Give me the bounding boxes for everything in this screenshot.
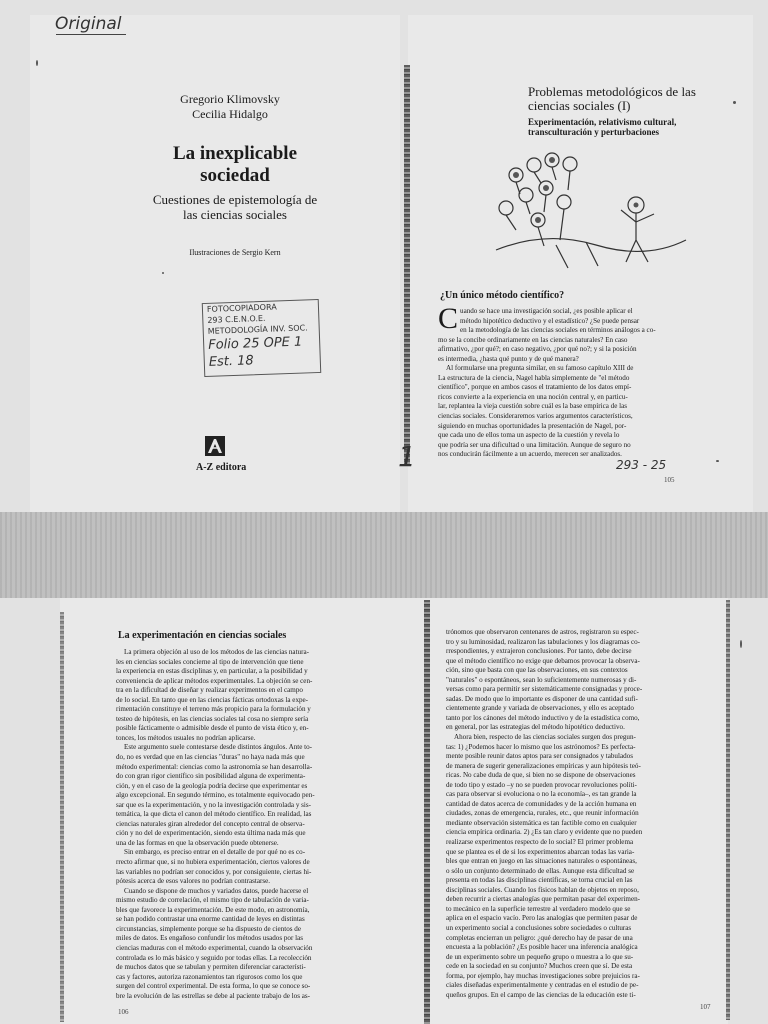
chapter-subtitle: Experimentación, relativismo cultural, transculturación y perturbaciones xyxy=(528,117,677,137)
text-line: de todo tipo y estado –y no se pueden provocar revoluciones políti- xyxy=(446,780,637,789)
text-line: en la metodología de las ciencias sociales en términos análogos a co- xyxy=(460,326,656,335)
section-heading-experimentacion: La experimentación en ciencias sociales xyxy=(118,630,287,641)
illustrations-credit: Ilustraciones de Sergio Kern xyxy=(189,248,281,257)
text-line: pótesis acerca de esos valores no podrían contrastarse. xyxy=(116,877,271,886)
text-line: bles que favorece la experimentación. De este modo, en astronomía, xyxy=(116,905,310,914)
text-line: forma, por ejemplo, hay muchas investigaciones sobre prejuicios ra- xyxy=(446,971,640,980)
section-heading-metodo: ¿Un único método científico? xyxy=(440,290,565,301)
handwritten-original-label: Original xyxy=(55,14,122,34)
scan-speck xyxy=(36,60,38,66)
text-line: que podría ser una dificultad o una limitación. Aunque de seguro no xyxy=(438,440,631,449)
text-line: o sólo un conjunto determinado de ellas. Aunque esta dificultad se xyxy=(446,866,635,875)
text-line: La primera objeción al uso de los métodos de las ciencias natura- xyxy=(124,648,309,656)
scan-speck xyxy=(733,101,736,104)
text-line: Sin embargo, es preciso entrar en el detalle de por qué no es co- xyxy=(124,848,306,857)
text-line: versas como para permitir ser sistemáticamente consignadas y proce- xyxy=(446,685,643,694)
text-line: les en ciencias sociales concierne al tipo de intervención que tiene xyxy=(116,657,304,666)
text-line: miles de datos. Es engañoso confundir los métodos usados por las xyxy=(116,934,303,943)
text-line: do con gran rigor científico sin posibilidad alguna de experimenta- xyxy=(116,772,306,781)
text-line: ricas. No cabe duda de que, si bien no se dispone de observaciones xyxy=(446,771,636,780)
text-line: afirmativo, ¿por qué?; en caso negativo, ¿por qué no?; y si la posición xyxy=(438,345,637,354)
book-subtitle: Cuestiones de epistemología de las ciencias sociales xyxy=(152,192,318,222)
text-line: Al formularse una pregunta similar, en su famoso capítulo XIII de xyxy=(446,364,634,373)
top-spine xyxy=(404,65,410,465)
text-line: cas y factores, autoriza razonamientos tan rigurosos como los que xyxy=(116,972,303,981)
text-line: nos conducirán fácilmente a un acuerdo, merecen ser analizados. xyxy=(438,450,622,459)
text-line: las variables no podrían ser conocidos y, por consiguiente, ciertas hi- xyxy=(116,867,312,876)
book-title: La inexplicable sociedad xyxy=(172,143,298,186)
text-line: do, no es verdad que en las ciencias "duras" no haya nada más que xyxy=(116,753,305,762)
scan-speck xyxy=(740,640,742,648)
text-line: rimentación constituye el terreno más propicio para la formulación y xyxy=(116,705,311,714)
text-line: de muchos datos que se tabulan y permiten diferenciar característi- xyxy=(116,963,306,972)
text-line: aplica en el espacio vacío. Pero las analogías que permiten pasar de xyxy=(446,914,638,923)
text-line: tas: 1) ¿Podemos hacer lo mismo que los astrónomos? Es perfecta- xyxy=(446,742,636,751)
text-line: ricos convierte a la experiencia en una noción central y, en particu- xyxy=(438,392,628,401)
left-page-body xyxy=(116,648,416,1001)
authors xyxy=(160,92,300,122)
bottom-left-edge xyxy=(60,612,64,1022)
text-line: to mecánico en la superficie terrestre al verdadero modelo que se xyxy=(446,904,631,913)
text-line: surgen del control experimental. De esta forma, lo que se conoce so- xyxy=(116,982,311,991)
author-name: Gregorio Klimovsky xyxy=(180,92,280,106)
dropcap: C xyxy=(438,307,459,335)
stamp-line: 293 C.E.N.O.E. xyxy=(207,313,266,325)
text-line: "naturales" o espontáneos, sean lo suficientemente numerosas y di- xyxy=(446,675,637,684)
text-line: completas encierran un peligro: ¿qué derecho hay de pasar de una xyxy=(446,933,633,942)
text-line: ción, sino que basta con que las observaciones, en sus contextos xyxy=(446,666,628,675)
text-line: cas para observar si evoluciona o no la economía–, es tan grande la xyxy=(446,790,637,799)
text-line: ciencias naturales giran alrededor del concepto central de observa- xyxy=(116,819,305,828)
text-line: mo se la concibe ordinariamente en las ciencias naturales? En caso xyxy=(438,335,628,344)
text-line: lar, replantea la vieja cuestión sobre cuál es la base empírica de las xyxy=(438,402,627,411)
text-line: rrecto afirmar que, si no hubiera experimentación, ciertos valores de xyxy=(116,858,310,867)
text-line: disciplinas sociales. Cuando los físicos hablan de objetos en reposo, xyxy=(446,885,639,894)
text-line: ciencias maduras con el método experimental, cuando la observación xyxy=(116,943,313,952)
text-line: de lo social. En tanto que en las ciencias fácticas ortodoxas la expe- xyxy=(116,695,309,704)
text-line: método experimental: ciencias como la astronomía se han desarrolla- xyxy=(116,762,313,771)
chapter-illustration xyxy=(486,150,696,270)
text-line: realizarse experimentos respecto de lo social? El primer problema xyxy=(446,838,634,847)
text-line: cantidad de datos acerca de comunidades y de la acción humana en xyxy=(446,799,637,808)
text-line: de manera de sugerir generalizaciones empíricas y aun hipótesis teó- xyxy=(446,761,641,770)
text-line: queños grupos. En el campo de las ciencias de la educación este ti- xyxy=(446,990,636,999)
text-line: conveniencia de aplicar métodos experimentales. La objeción se cen- xyxy=(116,676,313,685)
bottom-right-edge xyxy=(726,600,730,1020)
scan-speck xyxy=(716,460,719,462)
text-line: sar que es la experimentación, y no la investigación controlada y sis- xyxy=(116,800,312,809)
text-line: circunstancias, simplemente porque se ha dispuesto de cientos de xyxy=(116,924,301,933)
handwritten-stamp-number: 293 - 25 xyxy=(616,458,667,472)
text-line: Ahora bien, respecto de las ciencias sociales surgen dos pregun- xyxy=(454,733,636,742)
text-line: encuesta a la población? ¿Es posible hacer una inferencia analógica xyxy=(446,943,638,952)
text-line: mediante observación sistemática es tan factible como en cualquier xyxy=(446,818,637,827)
text-line: una de las formas en que la observación puede obtenerse. xyxy=(116,838,279,847)
stamp-line: Est. 18 xyxy=(208,353,254,370)
text-line: posible fácticamente o admisible desde el punto de vista ético y, en- xyxy=(116,724,309,733)
text-line: tanto por los cánones del método inductivo y de la estadística como, xyxy=(446,713,640,722)
text-line: La estructura de la ciencia, Nagel habla simplemente de "el método xyxy=(438,373,630,382)
text-line: ción y no del de experimentación, siendo esta última nada más que xyxy=(116,829,306,838)
text-line: tonces, los métodos usuales no podrían aplicarse. xyxy=(116,733,256,742)
right-page-body xyxy=(446,628,714,1000)
text-line: bles que entran en juego en las situaciones naturales o espontáneas, xyxy=(446,857,637,866)
text-line: tro y su luminosidad, realizaron las tabulaciones y los diagramas co- xyxy=(446,637,641,646)
text-line: método hipotético deductivo y el estadístico? ¿Se puede pensar xyxy=(460,316,640,325)
scan-gap-band xyxy=(0,512,768,598)
text-line: científico", porque en ambos casos el tratamiento de los datos empí- xyxy=(438,383,632,392)
text-line: de un experimento sobre un pequeño grupo o muestra a lo que su- xyxy=(446,952,634,961)
page-number-107: 107 xyxy=(700,1003,711,1011)
text-line: mismo estudio de correlación, el mismo tipo de tabulación de varia- xyxy=(116,896,309,905)
text-line: tra en la dificultad de diseñar y realizar experimentos en el campo xyxy=(116,686,303,695)
text-line: controlada es lo más básico y seguido por todas ellas. La recolección xyxy=(116,953,312,962)
text-line: ciencia empírica ordinaria. 2) ¿Es tan claro y evidente que no pueden xyxy=(446,828,643,837)
text-line: cientemente grande y variada de observaciones, y ello es aceptado xyxy=(446,704,634,713)
page-number-105: 105 xyxy=(664,476,675,484)
scan-speck xyxy=(162,272,164,274)
publisher-logo-icon xyxy=(205,436,225,456)
photocopy-stamp xyxy=(202,299,322,377)
stamp-line: Folio 25 OPE 1 xyxy=(207,334,303,353)
text-line: cede en la sociedad en su conjunto? Muchos creen que sí. De esta xyxy=(446,962,633,971)
text-line: Cuando se dispone de muchos y variados datos, puede hacerse el xyxy=(124,886,309,895)
handwritten-underline xyxy=(56,34,126,35)
chapter-paragraph xyxy=(438,307,690,460)
text-line: bre la evolución de las estrellas se debe al paciente trabajo de los as- xyxy=(116,991,311,1000)
text-line: que cada uno de ellos toma un aspecto de la cuestión y revela lo xyxy=(438,431,620,440)
text-line: mente posible reunir datos aptos para ser consignados y tabulados xyxy=(446,752,633,761)
text-line: la experiencia en estas disciplinas y, en particular, a la posibilidad y xyxy=(116,667,308,676)
text-line: es intermedia, ¿hasta qué punto y de qué manera? xyxy=(438,354,579,363)
text-line: ciencias sociales. Consideraremos varios argumentos característicos, xyxy=(438,412,633,421)
publisher-name: A-Z editora xyxy=(196,462,247,473)
text-line: ción, y en el caso de la geología podría decirse que experimentar es xyxy=(116,781,308,790)
text-line: un experimento social a conclusiones sobre sociedades o culturas xyxy=(446,923,632,932)
stamp-line: FOTOCOPIADORA xyxy=(206,302,277,314)
text-line: sadas. De modo que lo importante es disponer de una cantidad sufi- xyxy=(446,694,638,703)
bottom-spine xyxy=(424,600,430,1024)
page-number-106: 106 xyxy=(118,1008,129,1016)
text-line: deben recurrir a ciertas analogías que permitan pasar del experimen- xyxy=(446,895,640,904)
text-line: que se plantea es el de si los experimentos abarcan todas las varia- xyxy=(446,847,635,856)
text-line: siguiendo en muchas oportunidades la presentación de Nagel, por- xyxy=(438,421,627,430)
text-line: Este argumento suele contestarse desde distintos ángulos. Ante to- xyxy=(124,743,313,752)
text-line: ciudades, zonas de emergencia, rurales, etc., que reunir información xyxy=(446,809,639,818)
author-name: Cecilia Hidalgo xyxy=(192,107,268,121)
chapter-title: Problemas metodológicos de las ciencias sociales (I) xyxy=(528,84,696,113)
text-line: que el método científico no exige que debamos provocar la observa- xyxy=(446,656,640,665)
text-line: ciales diseñadas experimentalmente y centradas en el estudio de pe- xyxy=(446,981,639,990)
text-line: uando se hace una investigación social, ¿es posible aplicar el xyxy=(460,307,633,315)
stamp-line: METODOLOGÍA INV. SOC. xyxy=(207,323,308,336)
text-line: en general, por las estrategias del método hipotético deductivo. xyxy=(446,723,625,732)
text-line: algo excepcional. En segundo término, es totalmente equivocado pen- xyxy=(116,791,315,800)
text-line: trónomos que observaron centenares de astros, registraron su espec- xyxy=(446,628,639,636)
text-line: temática, la que dicta el canon del método científico. En realidad, las xyxy=(116,810,312,819)
hand-mark: 1 xyxy=(398,440,416,473)
text-line: testeo de hipótesis, en las ciencias sociales tal cosa no siempre sería xyxy=(116,714,309,723)
text-line: presenta en todas las disciplinas científicas, se torna crucial en las xyxy=(446,876,633,885)
text-line: rrespondientes, y extrajeron conclusiones. Por tanto, debe decirse xyxy=(446,647,632,656)
text-line: se han podido contrastar una enorme cantidad de leyes en distintas xyxy=(116,915,305,924)
